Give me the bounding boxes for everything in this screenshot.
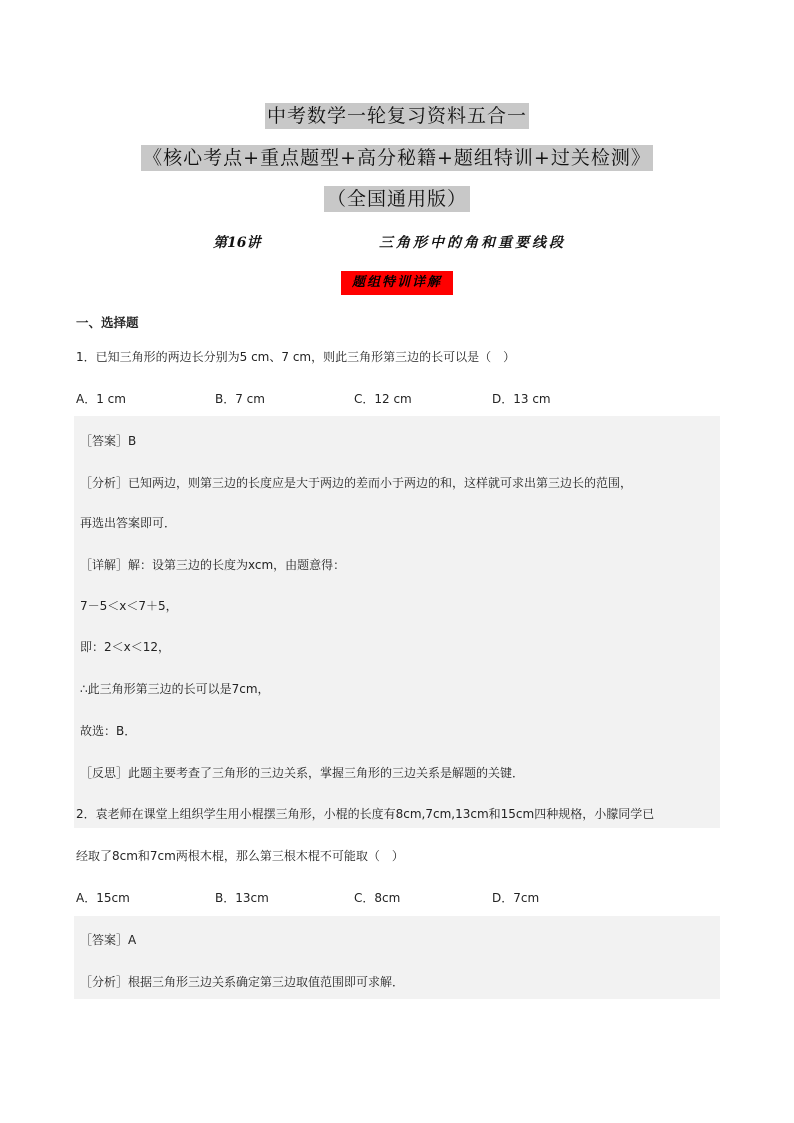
q1-step-2: 即：2＜x＜12， xyxy=(80,640,171,654)
section-heading: 一、选择题 xyxy=(76,315,139,330)
q2-stem-line-1: 2．袁老师在课堂上组织学生用小棍摆三角形，小棍的长度有8cm,7cm,13cm和15cm四种规格，小朦同学已 xyxy=(76,807,655,821)
lesson-number: 第16讲 xyxy=(213,235,261,251)
doc-title-line-1 xyxy=(0,103,794,129)
q1-choice: 故选：B． xyxy=(80,724,137,738)
q2-stem-line-2: 经取了8cm和7cm两根木棍，那么第三根木棍不可能取（ ） xyxy=(76,849,404,863)
q2-answer: ［答案］A xyxy=(80,933,137,947)
q1-stem: 1．已知三角形的两边长分别为5 cm、7 cm，则此三角形第三边的长可以是（ ） xyxy=(76,350,516,364)
q2-analysis: ［分析］根据三角形三边关系确定第三边取值范围即可求解． xyxy=(80,975,405,989)
section-badge: 题组特训详解 xyxy=(341,271,453,295)
q2-option-a: A．15cm xyxy=(76,891,130,905)
q1-analysis-line-2: 再选出答案即可． xyxy=(80,516,177,530)
title-text-2: 《核心考点+重点题型+高分秘籍+题组特训+过关检测》 xyxy=(143,147,651,169)
q1-analysis-line-1: ［分析］已知两边，则第三边的长度应是大于两边的差而小于两边的和，这样就可求出第三边长的范围， xyxy=(80,476,633,490)
q1-option-b: B．7 cm xyxy=(215,392,265,406)
q1-reflection: ［反思］此题主要考查了三角形的三边关系，掌握三角形的三边关系是解题的关键． xyxy=(80,766,525,780)
q2-option-b: B．13cm xyxy=(215,891,269,905)
q1-step-3: ∴此三角形第三边的长可以是7cm， xyxy=(80,682,270,696)
q2-option-c: C．8cm xyxy=(354,891,401,905)
doc-title-line-2 xyxy=(0,145,794,171)
q1-step-1: 7－5＜x＜7＋5， xyxy=(80,599,178,613)
q1-option-d: D．13 cm xyxy=(492,392,551,406)
doc-title-line-3 xyxy=(0,186,794,212)
q2-option-d: D．7cm xyxy=(492,891,540,905)
title-text-1: 中考数学一轮复习资料五合一 xyxy=(266,105,527,127)
q1-detail: ［详解］解：设第三边的长度为xcm，由题意得： xyxy=(80,558,346,572)
q1-answer: ［答案］B xyxy=(80,434,137,448)
title-text-3: （全国通用版） xyxy=(324,186,470,212)
q1-option-a: A．1 cm xyxy=(76,392,126,406)
lesson-title: 三角形中的角和重要线段 xyxy=(379,235,566,251)
q1-option-c: C．12 cm xyxy=(354,392,412,406)
